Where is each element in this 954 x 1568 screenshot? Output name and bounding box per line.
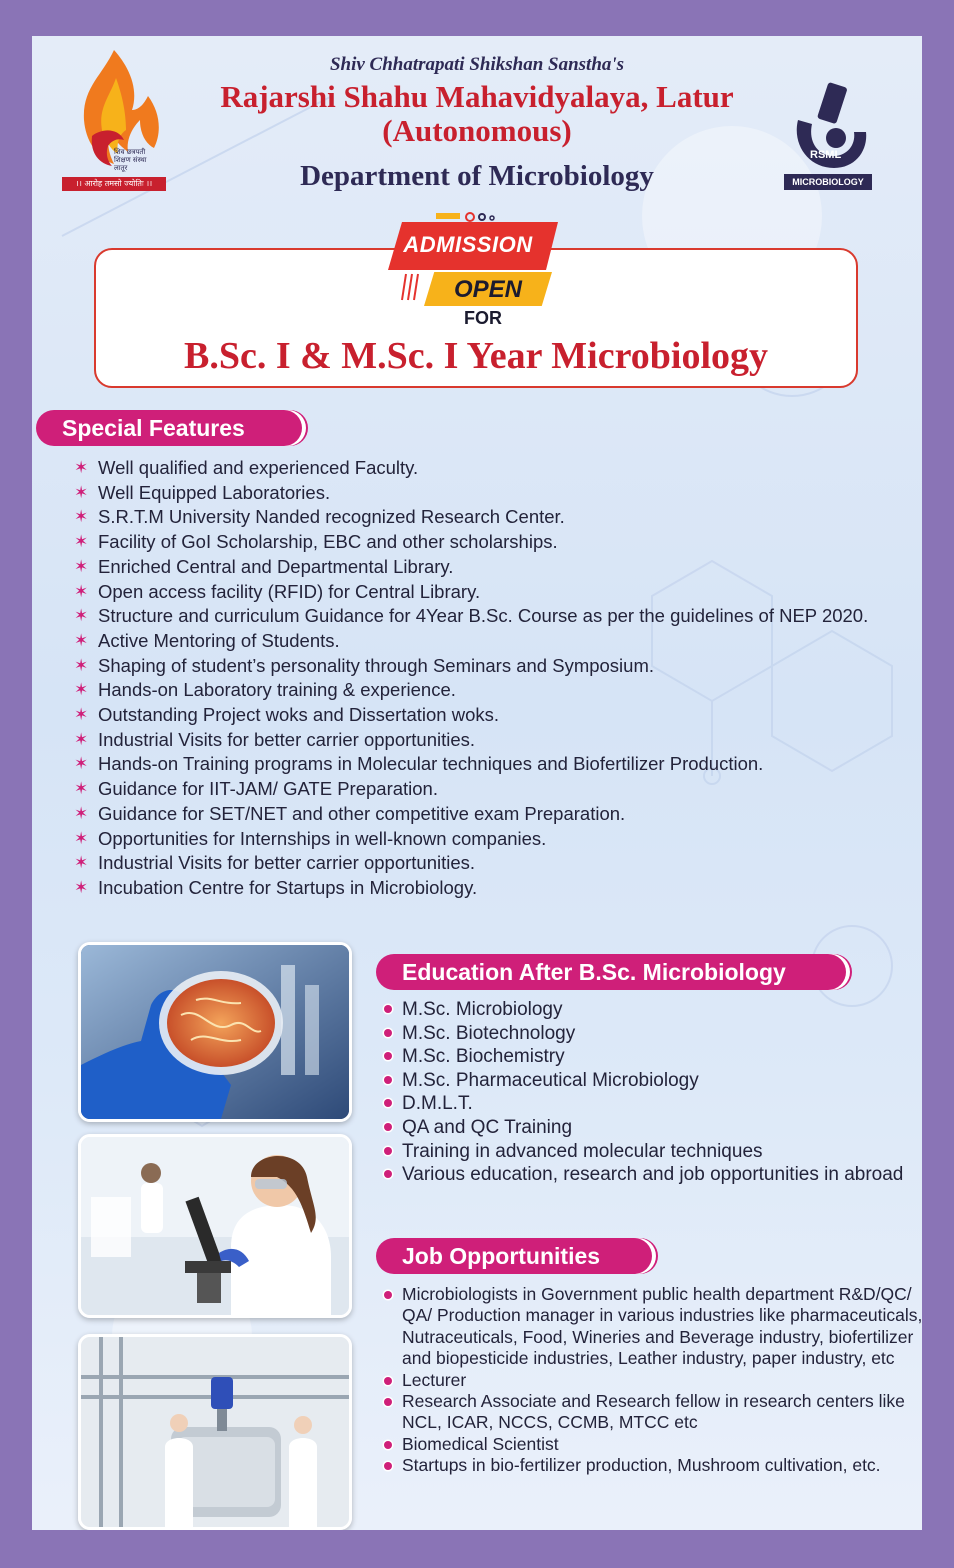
list-item — [384, 1391, 922, 1434]
list-item — [384, 1163, 904, 1187]
list-item-text: Well qualified and experienced Faculty. — [98, 457, 419, 478]
list-item — [72, 752, 892, 777]
list-item-text: Startups in bio-fertilizer production, Mushroom cultivation, etc. — [402, 1455, 881, 1476]
list-item — [72, 827, 892, 852]
star-bullet-icon: ✶ — [74, 532, 89, 552]
petri-dish-photo — [78, 942, 352, 1122]
list-item-text: Active Mentoring of Students. — [98, 629, 340, 651]
list-item — [72, 580, 892, 605]
star-bullet-icon: ✶ — [74, 729, 89, 749]
list-item — [72, 555, 892, 580]
dot-bullet-icon — [384, 1398, 392, 1406]
list-item — [72, 481, 892, 506]
list-item — [384, 1370, 922, 1391]
star-bullet-icon: ✶ — [74, 828, 89, 848]
star-bullet-icon: ✶ — [74, 655, 89, 675]
dot-bullet-icon — [384, 1441, 392, 1449]
logo-text-line: शिव छत्रपती — [114, 148, 146, 156]
open-label: OPEN — [453, 276, 522, 303]
microscope-icon — [784, 80, 872, 174]
dot-bullet-icon — [384, 1291, 392, 1299]
list-item-text: Biomedical Scientist — [402, 1433, 559, 1454]
list-item — [72, 456, 892, 481]
list-item-text: Guidance for IIT-JAM/ GATE Preparation. — [98, 778, 438, 800]
list-item-text: M.Sc. Microbiology — [402, 999, 563, 1020]
list-item — [72, 654, 892, 679]
program-title: B.Sc. I & M.Sc. I Year Microbiology — [183, 335, 769, 377]
star-bullet-icon: ✶ — [74, 754, 89, 774]
star-bullet-icon: ✶ — [74, 458, 89, 477]
stripes-icon — [398, 272, 422, 302]
list-item-text: M.Sc. Biochemistry — [402, 1046, 565, 1068]
bioreactor-image — [81, 1337, 349, 1527]
star-bullet-icon: ✶ — [74, 877, 89, 897]
star-bullet-icon: ✶ — [74, 853, 89, 873]
star-bullet-icon: ✶ — [74, 507, 89, 527]
logo-text-line: लातूर — [114, 164, 128, 172]
admission-label: ADMISSION — [403, 232, 533, 257]
list-item — [384, 1116, 904, 1140]
special-features-heading: Special Features — [36, 410, 302, 446]
list-item — [72, 728, 892, 753]
list-item-text: Facility of GoI Scholarship, EBC and other scholarships. — [98, 531, 558, 553]
list-item-text: Well Equipped Laboratories. — [98, 481, 331, 503]
list-item — [72, 678, 892, 703]
list-item-text: Lecturer — [402, 1369, 467, 1390]
star-bullet-icon: ✶ — [74, 705, 89, 725]
list-item-text: M.Sc. Pharmaceutical Microbiology — [402, 1069, 699, 1091]
list-item-text: Hands-on Laboratory training & experience. — [98, 679, 456, 701]
list-item-text: Hands-on Training programs in Molecular techniques and Biofertilizer Production. — [98, 753, 764, 775]
bioreactor-lab-photo — [78, 1334, 352, 1530]
list-item-text: S.R.T.M University Nanded recognized Research Center. — [98, 506, 565, 528]
list-item — [72, 530, 892, 555]
petri-dish-image — [81, 945, 349, 1119]
list-item-text: Open access facility (RFID) for Central Library. — [98, 580, 481, 602]
dot-bullet-icon — [384, 1052, 392, 1060]
microscope-researcher-photo — [78, 1134, 352, 1318]
list-item — [72, 802, 892, 827]
list-item — [72, 851, 892, 876]
dot-bullet-icon — [384, 1170, 392, 1178]
list-item — [384, 1022, 904, 1046]
list-item — [72, 876, 892, 901]
job-opportunities-list — [384, 1284, 922, 1477]
dots-icon — [436, 211, 516, 223]
dot-bullet-icon — [384, 1377, 392, 1385]
list-item — [384, 1092, 904, 1116]
list-item — [384, 1140, 904, 1164]
list-item-text: Microbiologists in Government public health department R&D/QC/ QA/ Production manager in various industries like pharmaceuticals, Nutraceuticals, Food, Wineries and Beverage industry, biofertilizer and biopesticide industries, Leather industry, paper industry, etc — [402, 1284, 922, 1369]
list-item-text: Structure and curriculum Guidance for 4Year B.Sc. Course as per the guidelines of NEP 2020. — [98, 605, 869, 627]
dot-bullet-icon — [384, 1029, 392, 1037]
college-name-line2: (Autonomous) — [382, 113, 572, 148]
education-list — [384, 998, 904, 1187]
list-item-text: D.M.L.T. — [402, 1093, 473, 1115]
list-item — [72, 604, 892, 629]
college-name-line1: Rajarshi Shahu Mahavidyalaya, Latur — [220, 79, 734, 114]
list-item-text: Various education, research and job opportunities in abroad — [402, 1164, 904, 1186]
poster — [32, 36, 922, 1530]
list-item-text: Opportunities for Internships in well-known companies. — [98, 827, 547, 849]
list-item-text: Guidance for SET/NET and other competitive exam Preparation. — [98, 802, 626, 824]
logo-motto: ।। आरोह तमसो ज्योतिः ।। — [62, 177, 166, 191]
ribbon-dots — [436, 210, 516, 222]
list-item-text: Training in advanced molecular techniques — [402, 1140, 763, 1162]
special-features-list — [72, 456, 892, 901]
job-opportunities-heading: Job Opportunities — [376, 1238, 652, 1274]
list-item — [72, 629, 892, 654]
education-heading: Education After B.Sc. Microbiology — [376, 954, 846, 990]
rsml-microbiology-logo — [784, 80, 872, 190]
list-item — [384, 1069, 904, 1093]
list-item — [384, 1434, 922, 1455]
list-item — [384, 1455, 922, 1476]
star-bullet-icon: ✶ — [74, 630, 89, 650]
dot-bullet-icon — [384, 1123, 392, 1131]
list-item-text: Enriched Central and Departmental Library. — [98, 555, 454, 577]
list-item-text: Industrial Visits for better carrier opportunities. — [98, 728, 476, 750]
star-bullet-icon: ✶ — [74, 803, 89, 823]
researcher-image — [81, 1137, 349, 1315]
list-item-text: Shaping of student’s personality through Seminars and Symposium. — [98, 654, 655, 676]
star-bullet-icon: ✶ — [74, 680, 89, 700]
logo-text-line: शिक्षण संस्था — [114, 156, 147, 164]
for-label: FOR — [464, 308, 502, 328]
dot-bullet-icon — [384, 1147, 392, 1155]
department-title: Department of Microbiology — [300, 160, 654, 192]
star-bullet-icon: ✶ — [74, 482, 89, 502]
list-item — [384, 1045, 904, 1069]
list-item — [384, 1284, 922, 1370]
star-bullet-icon: ✶ — [74, 581, 89, 601]
dot-bullet-icon — [384, 1076, 392, 1084]
list-item — [384, 998, 904, 1022]
list-item-text: QA and QC Training — [402, 1116, 573, 1138]
list-item-text: Industrial Visits for better carrier opportunities. — [98, 852, 476, 874]
star-bullet-icon: ✶ — [74, 556, 89, 576]
list-item-text: M.Sc. Biotechnology — [402, 1022, 576, 1044]
dot-bullet-icon — [384, 1462, 392, 1470]
stripe-pattern — [398, 272, 422, 302]
list-item — [72, 777, 892, 802]
rsml-text: RSML — [810, 149, 842, 161]
dot-bullet-icon — [384, 1099, 392, 1107]
list-item-text: Incubation Centre for Startups in Microbiology. — [98, 876, 478, 898]
list-item — [72, 505, 892, 530]
rsml-caption: MICROBIOLOGY — [784, 174, 872, 190]
sanstha-name: Shiv Chhatrapati Shikshan Sanstha's — [329, 54, 625, 75]
dot-bullet-icon — [384, 1005, 392, 1013]
list-item-text: Outstanding Project woks and Dissertation woks. — [98, 704, 500, 726]
list-item — [72, 703, 892, 728]
list-item-text: Research Associate and Research fellow in research centers like NCL, ICAR, NCCS, CCMB, MTCC etc — [402, 1391, 905, 1433]
star-bullet-icon: ✶ — [74, 779, 89, 799]
star-bullet-icon: ✶ — [74, 606, 89, 626]
